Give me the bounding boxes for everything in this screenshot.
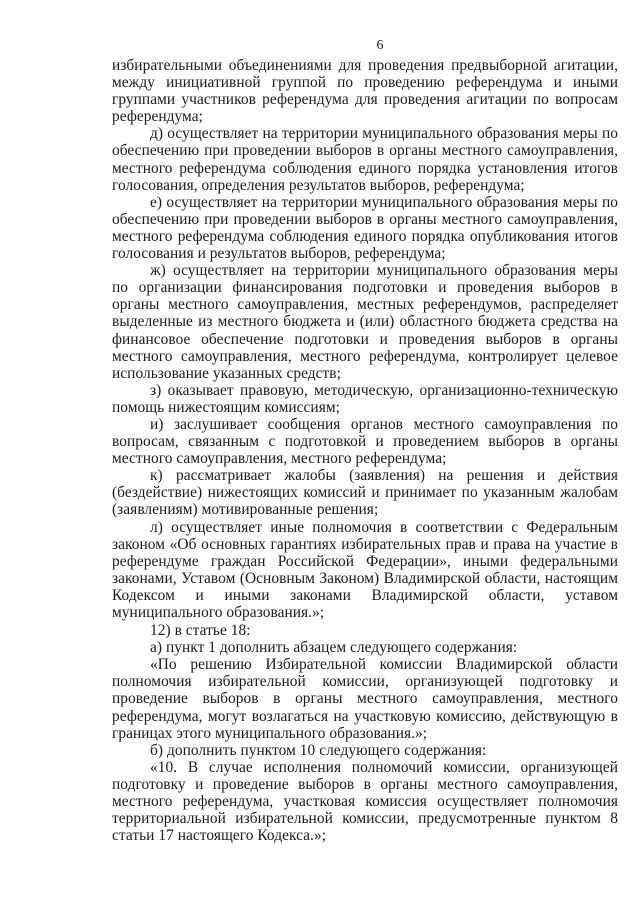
paragraph-item-zh: ж) осуществляет на территории муниципального образования меры по организации финансирования подготовки и проведения выборов в органы местного самоуправления, местных референдумов, распределяет выделенные из местного бюджета и (или) областного бюджета средства на финансовое обеспечение подготовки и проведения выборов в органы местного самоуправления, местного референдума, контролирует целевое использование указанных средств; [112, 262, 618, 382]
paragraph-article-18: 12) в статье 18: [150, 622, 251, 640]
paragraph-continuation: избирательными объединениями для проведения предвыборной агитации, между инициативной группой по проведению референдума и иными группами участников референдума для проведения агитации по вопросам референдума; [112, 57, 618, 126]
paragraph-quote-10: «10. В случае исполнения полномочий комиссии, организующей подготовку и проведение выборов в органы местного самоуправления, местного референдума, участковая комиссия осуществляет полномочия территориальной избирательной комиссии, предусмотренные пунктом 8 статьи 17 настоящего Кодекса.»; [112, 758, 618, 845]
paragraph-item-z: з) оказывает правовую, методическую, организационно-техническую помощь нижестоящим комиссиям; [112, 381, 618, 416]
page-number: 6 [376, 38, 384, 53]
paragraph-item-l: л) осуществляет иные полномочия в соответствии с Федеральным законом «Об основных гарантиях избирательных прав и права на участие в референдуме граждан Российской Федерации», иными федеральными законами, Уставом (Основным Законом) Владимирской области, настоящим Кодексом и иными законами Владимирской области, уставом муниципального образования.»; [112, 518, 618, 621]
paragraph-amend-a: а) пункт 1 дополнить абзацем следующего содержания: [150, 639, 518, 657]
paragraph-item-i: и) заслушивает сообщения органов местного самоуправления по вопросам, связанным с подготовкой и проведением выборов в органы местного самоуправления, местного референдума; [112, 415, 618, 468]
paragraph-item-d: д) осуществляет на территории муниципального образования меры по обеспечению при проведении выборов в органы местного самоуправления, местного референдума соблюдения единого порядка установления итогов голосования, определения результатов выборов, референдума; [112, 125, 618, 194]
paragraph-item-k: к) рассматривает жалобы (заявления) на решения и действия (бездействие) нижестоящих комиссий и принимает по указанным жалобам (заявлениям) мотивированные решения; [112, 467, 618, 519]
paragraph-quote-1: «По решению Избирательной комиссии Владимирской области полномочия избирательной комиссии, организующей подготовку и проведение выборов в органы местного самоуправления, местного референдума, могут возлагаться на участковую комиссию, действующую в границах этого муниципального образования.»; [112, 656, 618, 742]
paragraph-amend-b: б) дополнить пунктом 10 следующего содержания: [150, 741, 487, 759]
paragraph-item-e: е) осуществляет на территории муниципального образования меры по обеспечению при проведении выборов в органы местного самоуправления, местного референдума соблюдения единого порядка опубликования итогов голосования и результатов выборов, референдума; [112, 193, 618, 263]
